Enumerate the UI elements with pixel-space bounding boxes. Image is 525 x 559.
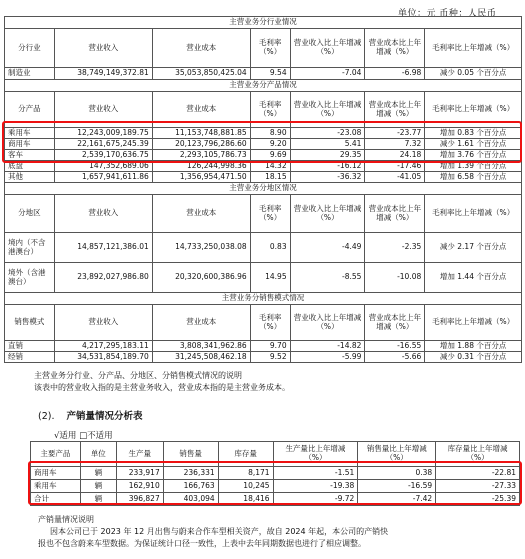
column-header: 营业成本比上年增减（%） bbox=[365, 29, 425, 68]
column-header: 营业收入比上年增减（%） bbox=[290, 29, 365, 68]
column-header: 分行业 bbox=[5, 29, 55, 68]
table-cell: 减少 0.05 个百分点 bbox=[425, 68, 522, 80]
table-cell: 18.15 bbox=[250, 172, 290, 183]
table-cell: -10.08 bbox=[365, 263, 425, 293]
table-cell: 233,917 bbox=[116, 467, 163, 480]
column-header: 毛利率比上年增减（%） bbox=[425, 305, 522, 341]
table-cell: -16.12 bbox=[290, 161, 365, 172]
column-header: 毛利率（%） bbox=[250, 305, 290, 341]
table-cell: 38,749,149,372.81 bbox=[54, 68, 152, 80]
table-cell: 11,153,748,881.85 bbox=[152, 128, 250, 139]
table-cell: 162,910 bbox=[116, 480, 163, 493]
table-cell: 10,245 bbox=[218, 480, 273, 493]
table-cell: 增加 0.83 个百分点 bbox=[425, 128, 522, 139]
section-title: 主营业务分行业情况 bbox=[5, 17, 522, 29]
column-header: 生产量 bbox=[116, 442, 163, 467]
table-cell: 14,733,250,038.08 bbox=[152, 233, 250, 263]
table-cell: 35,053,850,425.04 bbox=[152, 68, 250, 80]
table-cell: 2,293,105,786.73 bbox=[152, 150, 250, 161]
table-cell: 1,356,954,471.50 bbox=[152, 172, 250, 183]
column-header: 毛利率比上年增减（%） bbox=[425, 195, 522, 233]
section-number: (2). bbox=[38, 411, 55, 422]
highlight-product-rows bbox=[2, 121, 522, 163]
table-cell: -22.81 bbox=[436, 467, 520, 480]
column-header: 毛利率（%） bbox=[250, 92, 290, 128]
table-cell: 9.54 bbox=[250, 68, 290, 80]
section-title-row bbox=[5, 293, 522, 305]
column-header: 营业成本 bbox=[152, 92, 250, 128]
column-header: 营业成本 bbox=[152, 305, 250, 341]
table-cell: -7.04 bbox=[290, 68, 365, 80]
column-header: 库存量比上年增减（%） bbox=[436, 442, 520, 467]
table-cell: 4,217,295,183.11 bbox=[54, 341, 152, 352]
column-header: 营业成本比上年增减（%） bbox=[365, 305, 425, 341]
table-cell: 减少 1.61 个百分点 bbox=[425, 139, 522, 150]
table-cell: 396,827 bbox=[116, 493, 163, 506]
table-cell: -9.72 bbox=[273, 493, 358, 506]
table-cell: 20,123,796,286.60 bbox=[152, 139, 250, 150]
table-cell: 34,531,854,189.70 bbox=[54, 352, 152, 363]
table-cell: -5.66 bbox=[365, 352, 425, 363]
table-cell: 商用车 bbox=[31, 467, 81, 480]
section-title-row bbox=[5, 17, 522, 29]
table-cell: 1,657,941,611.86 bbox=[54, 172, 152, 183]
table-cell: 减少 0.31 个百分点 bbox=[425, 352, 522, 363]
column-header: 分地区 bbox=[5, 195, 55, 233]
column-header: 单位 bbox=[80, 442, 116, 467]
column-header: 营业收入比上年增减（%） bbox=[290, 92, 365, 128]
table-cell: 147,352,689.06 bbox=[54, 161, 152, 172]
table-cell: 客车 bbox=[5, 150, 55, 161]
table-cell: 3,808,341,962.86 bbox=[152, 341, 250, 352]
table-cell: 辆 bbox=[80, 493, 116, 506]
table-cell: 7.32 bbox=[365, 139, 425, 150]
section-title-row bbox=[5, 80, 522, 92]
column-header: 营业收入 bbox=[54, 92, 152, 128]
table-cell: 18,416 bbox=[218, 493, 273, 506]
table-cell: -8.55 bbox=[290, 263, 365, 293]
table-cell: -4.49 bbox=[290, 233, 365, 263]
notes-line: 该表中的营业收入指的是主营业务收入，营业成本指的是主营业务成本。 bbox=[34, 383, 290, 392]
table-cell: 24.18 bbox=[365, 150, 425, 161]
table-cell: 乘用车 bbox=[5, 128, 55, 139]
table-cell: 236,331 bbox=[163, 467, 218, 480]
table-row bbox=[5, 341, 522, 352]
table-cell: -36.32 bbox=[290, 172, 365, 183]
column-header: 营业收入 bbox=[54, 195, 152, 233]
column-header: 库存量 bbox=[218, 442, 273, 467]
table-cell: 直销 bbox=[5, 341, 55, 352]
column-header: 毛利率比上年增减（%） bbox=[425, 92, 522, 128]
column-header: 营业成本比上年增减（%） bbox=[365, 92, 425, 128]
table-cell: -27.33 bbox=[436, 480, 520, 493]
table-cell: 制造业 bbox=[5, 68, 55, 80]
table-cell: -25.39 bbox=[436, 493, 520, 506]
table-cell: 22,161,675,245.39 bbox=[54, 139, 152, 150]
notes-line: 主营业务分行业、分产品、分地区、分销售模式情况的说明 bbox=[34, 371, 242, 380]
header-row bbox=[5, 195, 522, 233]
table-cell: 乘用车 bbox=[31, 480, 81, 493]
table-cell: 增加 3.76 个百分点 bbox=[425, 150, 522, 161]
notes2-heading: 产销量情况说明 bbox=[38, 515, 94, 524]
table-row bbox=[5, 352, 522, 363]
column-header: 主要产品 bbox=[31, 442, 81, 467]
applicability-line: √适用 □不适用 bbox=[54, 431, 113, 441]
table-cell: 8,171 bbox=[218, 467, 273, 480]
table-cell: 0.83 bbox=[250, 233, 290, 263]
table-cell: 辆 bbox=[80, 467, 116, 480]
table-cell: 增加 1.44 个百分点 bbox=[425, 263, 522, 293]
notes2-line: 因本公司已于 2023 年 12 月出售与蔚来合作车型相关资产，故自 2024 年起，本公司的产销快 bbox=[50, 527, 389, 536]
column-header: 分产品 bbox=[5, 92, 55, 128]
table-cell: 9.20 bbox=[250, 139, 290, 150]
section-heading bbox=[38, 408, 143, 422]
column-header: 营业收入比上年增减（%） bbox=[290, 305, 365, 341]
table-cell: 增加 1.39 个百分点 bbox=[425, 161, 522, 172]
column-header: 营业成本 bbox=[152, 29, 250, 68]
column-header: 营业收入 bbox=[54, 305, 152, 341]
table-cell: -2.35 bbox=[365, 233, 425, 263]
column-header: 毛利率（%） bbox=[250, 29, 290, 68]
header-row bbox=[5, 29, 522, 68]
table-cell: 境外（含港澳台） bbox=[5, 263, 55, 293]
table-cell: 增加 1.88 个百分点 bbox=[425, 341, 522, 352]
section-title: 主营业务分地区情况 bbox=[5, 183, 522, 195]
table-cell: 8.90 bbox=[250, 128, 290, 139]
table-cell: 126,244,998.36 bbox=[152, 161, 250, 172]
table-cell: -6.98 bbox=[365, 68, 425, 80]
table-cell: -23.08 bbox=[290, 128, 365, 139]
table-cell: 14,857,121,386.01 bbox=[54, 233, 152, 263]
table-cell: 9.70 bbox=[250, 341, 290, 352]
table-cell: 0.38 bbox=[358, 467, 436, 480]
table-cell: -14.82 bbox=[290, 341, 365, 352]
column-header: 营业收入比上年增减（%） bbox=[290, 195, 365, 233]
table-cell: 经销 bbox=[5, 352, 55, 363]
table-row bbox=[5, 263, 522, 293]
table-cell: 9.69 bbox=[250, 150, 290, 161]
table-cell: 31,245,508,462.18 bbox=[152, 352, 250, 363]
table-cell: 合计 bbox=[31, 493, 81, 506]
column-header: 销售量 bbox=[163, 442, 218, 467]
table-cell: 5.41 bbox=[290, 139, 365, 150]
table-cell: 14.95 bbox=[250, 263, 290, 293]
column-header: 销售模式 bbox=[5, 305, 55, 341]
table-cell: 2,539,170,636.75 bbox=[54, 150, 152, 161]
table-cell: 减少 2.17 个百分点 bbox=[425, 233, 522, 263]
table-cell: -16.59 bbox=[358, 480, 436, 493]
table-cell: 商用车 bbox=[5, 139, 55, 150]
table-cell: 166,763 bbox=[163, 480, 218, 493]
table-cell: 20,320,600,386.96 bbox=[152, 263, 250, 293]
table-cell: -5.99 bbox=[290, 352, 365, 363]
section-title: 主营业务分产品情况 bbox=[5, 80, 522, 92]
table-cell: -17.46 bbox=[365, 161, 425, 172]
column-header: 生产量比上年增减（%） bbox=[273, 442, 358, 467]
table-row bbox=[5, 172, 522, 183]
table-cell: 403,094 bbox=[163, 493, 218, 506]
table-cell: 29.35 bbox=[290, 150, 365, 161]
main-business-table bbox=[4, 16, 522, 363]
column-header: 销售量比上年增减（%） bbox=[358, 442, 436, 467]
table-row bbox=[5, 233, 522, 263]
column-header: 营业成本 bbox=[152, 195, 250, 233]
table-cell: 12,243,009,189.75 bbox=[54, 128, 152, 139]
table-cell: -19.38 bbox=[273, 480, 358, 493]
table-cell: 其他 bbox=[5, 172, 55, 183]
column-header: 营业收入 bbox=[54, 29, 152, 68]
table-cell: 9.52 bbox=[250, 352, 290, 363]
table-cell: -23.77 bbox=[365, 128, 425, 139]
table-cell: -41.05 bbox=[365, 172, 425, 183]
section-title: 产销量情况分析表 bbox=[66, 411, 143, 422]
notes2-line: 报也不包含蔚来车型数据。为保证统计口径一致性，上表中去年同期数据也进行了相应调整。 bbox=[38, 539, 366, 548]
table-cell: 境内（不含港澳台） bbox=[5, 233, 55, 263]
table-row bbox=[5, 68, 522, 80]
table-cell: 增加 6.58 个百分点 bbox=[425, 172, 522, 183]
table-cell: -7.42 bbox=[358, 493, 436, 506]
table-cell: 23,892,027,986.80 bbox=[54, 263, 152, 293]
highlight-output-rows bbox=[28, 461, 522, 505]
column-header: 毛利率（%） bbox=[250, 195, 290, 233]
column-header: 毛利率比上年增减（%） bbox=[425, 29, 522, 68]
table-cell: 辆 bbox=[80, 480, 116, 493]
table-cell: -16.55 bbox=[365, 341, 425, 352]
section-title: 主营业务分销售模式情况 bbox=[5, 293, 522, 305]
table-cell: -1.51 bbox=[273, 467, 358, 480]
section-title-row bbox=[5, 183, 522, 195]
unit-currency-line: 单位：元 币种：人民币 bbox=[398, 9, 497, 19]
table-cell: 14.32 bbox=[250, 161, 290, 172]
header-row bbox=[5, 305, 522, 341]
column-header: 营业成本比上年增减（%） bbox=[365, 195, 425, 233]
table-cell: 底盘 bbox=[5, 161, 55, 172]
